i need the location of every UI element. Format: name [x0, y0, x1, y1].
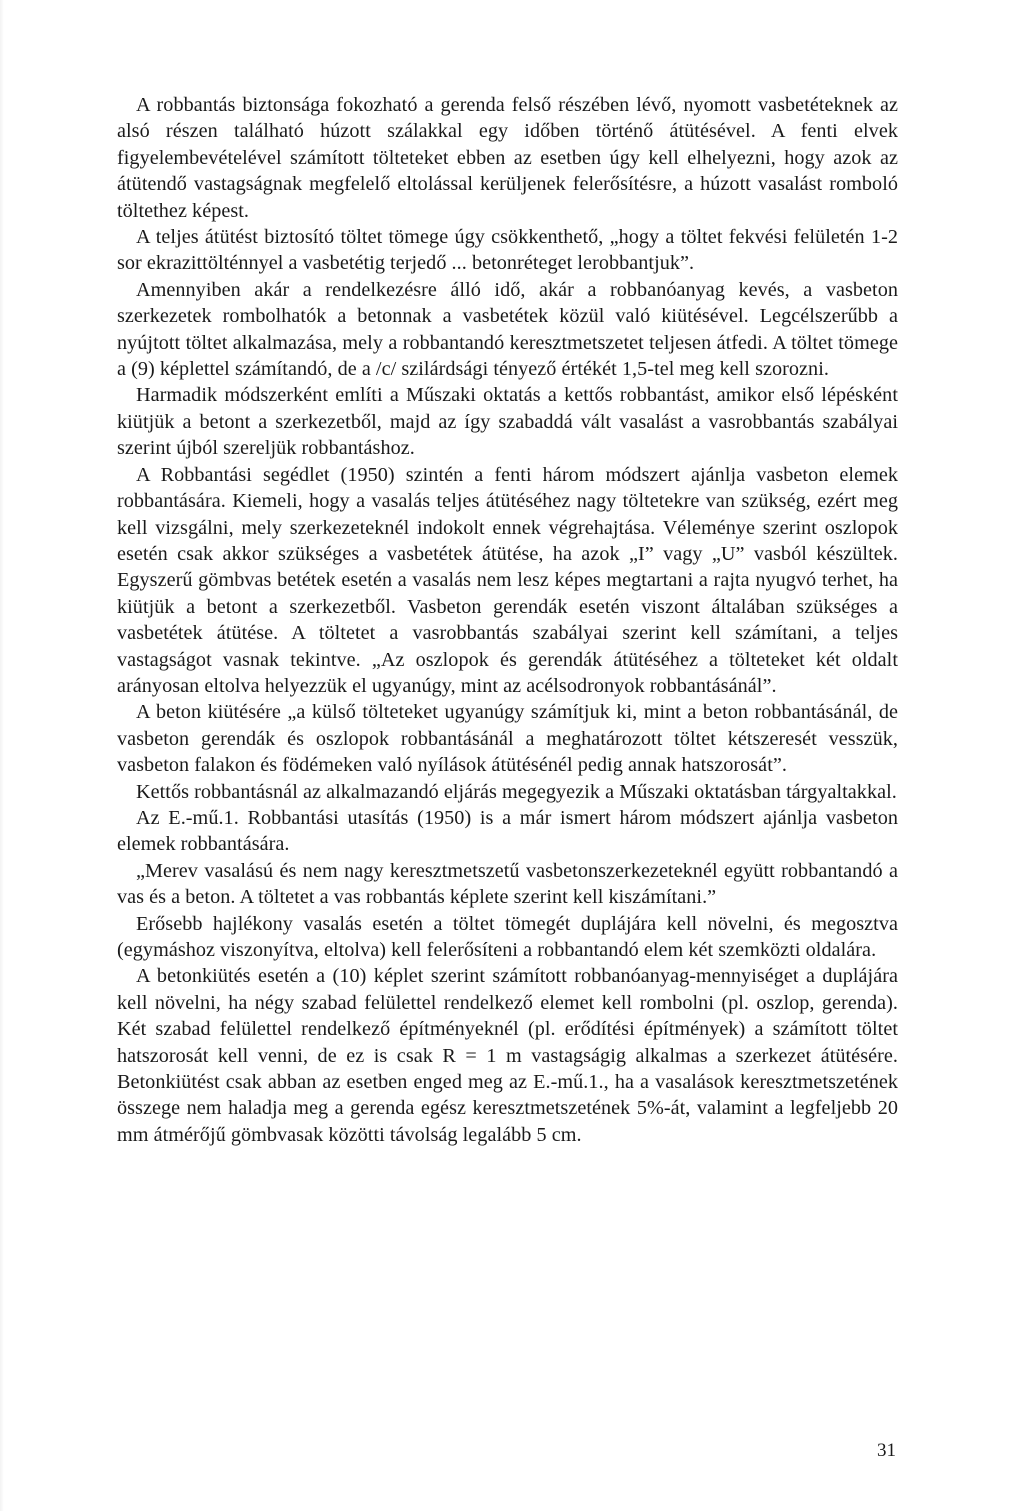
paragraph-6: A beton kiütésére „a külső tölteteket ugyanúgy számítjuk ki, mint a beton robbantásánál, de vasbeton gerendák és oszlopok robbantásánál a meghatározott töltet kétszeresét vesszük, vasbeton falakon és födémeken való nyílások átütésénél pedig annak hatszorosát”. [117, 701, 898, 777]
paragraph-4: Harmadik módszerként említi a Műszaki oktatás a kettős robbantást, amikor első lépésként kiütjük a betont a szerkezetből, majd az így szabaddá vált vasalást a vasrobbantás szabályai szerint újból szereljük robbantáshoz. [117, 384, 898, 460]
scan-edge [0, 0, 4, 1511]
paragraph-9: „Merev vasalású és nem nagy keresztmetszetű vasbetonszerkezeteknél együtt robbantandó a vas és a beton. A töltetet a vas robbantás képlete szerint kell kiszámítani.” [117, 859, 898, 909]
paragraph-7: Kettős robbantásnál az alkalmazandó eljárás megegyezik a Műszaki oktatásban tárgyaltakkal. [136, 780, 897, 803]
page-number: 31 [877, 1440, 896, 1461]
paragraph-1: A robbantás biztonsága fokozható a gerenda felső részében lévő, nyomott vasbetéteknek az alsó részen található húzott szálakkal egy időben történő átütésével. A fenti elvek figyelembevételével számított tölteteket ebben az esetben úgy kell elhelyezni, hogy azok az átütendő vastagságnak megfelelő eltolással kerüljenek felerősítésre, a húzott vasalást romboló töltethez képest. [117, 94, 898, 222]
paragraph-10: Erősebb hajlékony vasalás esetén a töltet tömegét duplájára kell növelni, és megosztva (egymáshoz viszonyítva, eltolva) kell felerősíteni a robbantandó elem két szemközti oldalára. [117, 912, 898, 961]
paragraph-8: Az E.-mű.1. Robbantási utasítás (1950) is a már ismert három módszert ajánlja vasbeton elemek robbantására. [117, 806, 898, 856]
paragraph-11: A betonkiütés esetén a (10) képlet szerint számított robbanóanyag-mennyiséget a duplájára kell növelni, ha négy szabad felülettel rendelkező elemet kell rombolni (pl. oszlop, gerenda). Két szabad felülettel rendelkező építményeknél (pl. erődítési építmények) a számított töltet hatszorosát kell venni, de ez is csak R = 1 m vastagságig alkalmas a szerkezet átütésére. Betonkiütést csak abban az esetben enged meg az E.-mű.1., ha a vasalások keresztmetszetének összege nem haladja meg a gerenda egész keresztmetszetének 5%-át, valamint a legfeljebb 20 mm átmérőjű gömbvasak közötti távolság legalább 5 cm. [117, 965, 898, 1146]
body-text [117, 92, 898, 1148]
paragraph-2: A teljes átütést biztosító töltet tömege úgy csökkenthető, „hogy a töltet fekvési felületén 1-2 sor ekrazittölténnyel a vasbetétig terjedő ... betonréteget lerobbantjuk”. [117, 226, 898, 275]
paragraph-5: A Robbantási segédlet (1950) szintén a fenti három módszert ajánlja vasbeton elemek robbantására. Kiemeli, hogy a vasalás teljes átütéséhez nagy töltetekre van szükség, ezért meg kell vizsgálni, mely szerkezeteknél indokolt ennek végrehajtása. Véleménye szerint oszlopok esetén csak akkor szükséges a vasbetétek átütése, ha azok „I” vagy „U” vasból készültek. Egyszerű gömbvas betétek esetén a vasalás nem lesz képes megtartani a rajta nyugvó terhet, ha kiütjük a betont a szerkezetből. Vasbeton gerendák esetén viszont általában szükséges a vasbetétek átütése. A töltetet a vasrobbantás szabályai szerint kell számítani, a teljes vastagságot vasnak tekintve. „Az oszlopok és gerendák átütéséhez a tölteteket két oldalt arányosan eltolva helyezzük el ugyanúgy, mint az acélsodronyok robbantásánál”. [117, 463, 898, 697]
paragraph-3: Amennyiben akár a rendelkezésre álló idő, akár a robbanóanyag kevés, a vasbeton szerkezetek rombolhatók a betonnak a vasbetétek közül való kiütésével. Legcélszerűbb a nyújtott töltet alkalmazása, mely a robbantandó keresztmetszetet teljesen átfedi. A töltet tömege a (9) képlettel számítandó, de a /c/ szilárdsági tényező értékét 1,5-tel meg kell szorozni. [117, 278, 898, 381]
